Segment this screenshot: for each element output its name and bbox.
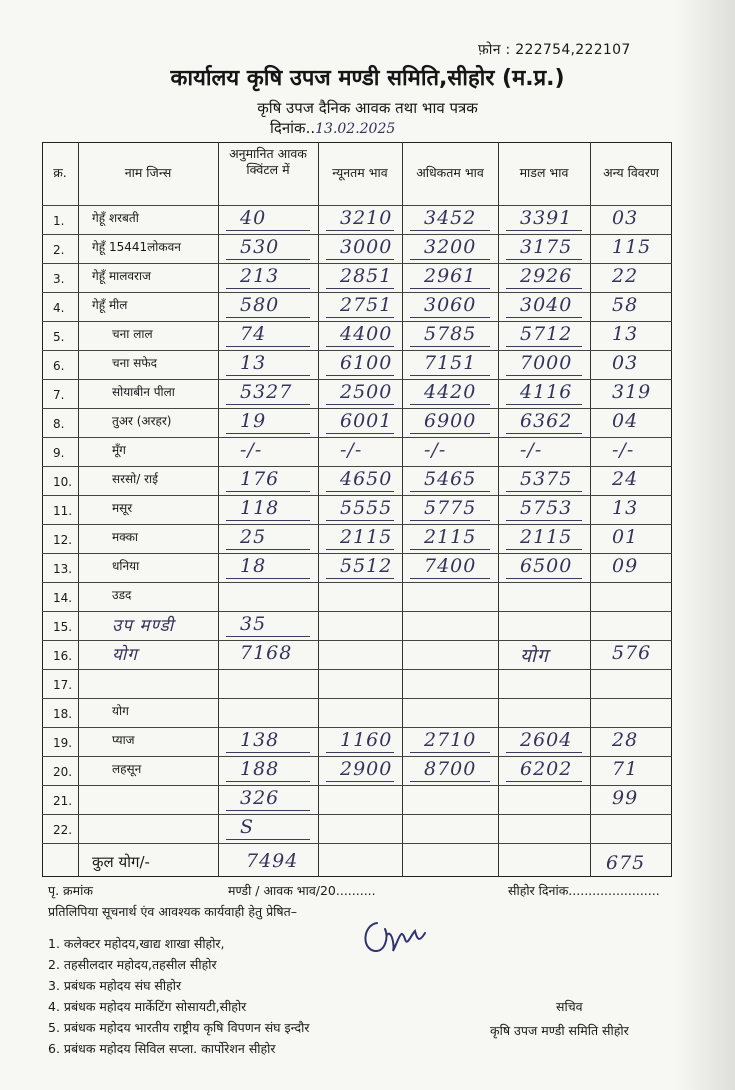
value-other: 58 — [612, 294, 639, 316]
value-underline — [506, 752, 582, 753]
value-underline — [226, 781, 310, 782]
value-model: 5712 — [520, 323, 573, 345]
value-underline — [226, 346, 310, 347]
value-underline — [506, 230, 582, 231]
row-number: 7. — [53, 388, 65, 402]
value-max: 7400 — [424, 555, 477, 577]
value-max: 7151 — [424, 352, 477, 374]
value-underline — [410, 288, 490, 289]
col-header-arrival: अनुमानित आवक क्विंटल में — [229, 146, 307, 177]
value-underline — [226, 520, 310, 521]
value-arrival: 18 — [240, 555, 267, 577]
value-model: -/- — [520, 439, 543, 461]
commodity-name: उप मण्डी — [112, 616, 175, 636]
value-arrival: 25 — [240, 526, 267, 548]
mandi-line: मण्डी / आवक भाव/20.......... — [228, 883, 376, 898]
value-underline — [410, 752, 490, 753]
value-underline — [226, 259, 310, 260]
value-max: 5465 — [424, 468, 477, 490]
commodity-name: चना सफेद — [112, 356, 157, 370]
value-underline — [506, 549, 582, 550]
row-number: 21. — [53, 794, 73, 808]
date-value: 13.02.2025 — [315, 121, 396, 137]
value-other: 03 — [612, 207, 639, 229]
commodity-name: मसूर — [112, 501, 133, 515]
row-number: 10. — [53, 475, 73, 489]
phone-numbers: फ़ोन : 222754,222107 — [478, 42, 631, 58]
row-divider — [42, 843, 672, 844]
row-number: 9. — [53, 446, 65, 460]
value-arrival: 7168 — [240, 642, 293, 664]
commodity-name: गेहूँ शरबती — [92, 211, 139, 225]
value-model: 2115 — [520, 526, 573, 548]
row-number: 12. — [53, 533, 73, 547]
value-arrival: 138 — [240, 729, 280, 751]
value-arrival: 213 — [240, 265, 280, 287]
value-underline — [326, 288, 394, 289]
value-underline — [506, 317, 582, 318]
value-max: 2961 — [424, 265, 477, 287]
value-underline — [410, 549, 490, 550]
recipient-item: 1. कलेक्टर महोदय,खाद्य शाखा सीहोर, — [48, 936, 225, 951]
col-header-other: अन्य विवरण — [603, 165, 659, 180]
value-underline — [226, 549, 310, 550]
commodity-name: धनिया — [112, 559, 140, 573]
recipient-item: 6. प्रबंधक महोदय सिविल सप्ला. कार्पोरेशन सीहोर — [48, 1041, 276, 1056]
value-underline — [226, 578, 310, 579]
value-min: 2751 — [340, 294, 393, 316]
commodity-name: योग — [112, 704, 129, 718]
commodity-name: सोयाबीन पीला — [112, 385, 175, 399]
value-model: 2926 — [520, 265, 573, 287]
value-max: 6900 — [424, 410, 477, 432]
col-header-sr: क्र. — [53, 165, 67, 180]
value-underline — [410, 317, 490, 318]
page-shadow — [675, 0, 735, 1090]
table-row — [42, 814, 672, 843]
value-other: -/- — [612, 439, 635, 461]
value-underline — [326, 781, 394, 782]
row-number: 4. — [53, 301, 65, 315]
row-number: 1. — [53, 214, 65, 228]
commodity-name: उडद — [112, 588, 132, 602]
value-other: 04 — [612, 410, 639, 432]
value-other: 03 — [612, 352, 639, 374]
row-number: 18. — [53, 707, 73, 721]
row-number: 11. — [53, 504, 73, 518]
value-arrival: 5327 — [240, 381, 293, 403]
value-min: 1160 — [340, 729, 393, 751]
value-min: -/- — [340, 439, 363, 461]
value-underline — [410, 230, 490, 231]
value-other: 13 — [612, 497, 639, 519]
value-max: 2115 — [424, 526, 477, 548]
table-row — [42, 698, 672, 727]
value-model: 2604 — [520, 729, 573, 751]
value-min: 3210 — [340, 207, 393, 229]
value-arrival: 35 — [240, 613, 267, 635]
value-underline — [226, 433, 310, 434]
value-model: 6362 — [520, 410, 573, 432]
row-number: 17. — [53, 678, 73, 692]
value-max: 3200 — [424, 236, 477, 258]
value-underline — [410, 520, 490, 521]
commodity-name: तुअर (अरहर) — [112, 414, 172, 428]
value-max: 8700 — [424, 758, 477, 780]
value-underline — [410, 375, 490, 376]
row-number: 13. — [53, 562, 73, 576]
value-underline — [226, 288, 310, 289]
commodity-name: गेहूँ 15441लोकवन — [92, 240, 181, 254]
value-underline — [410, 781, 490, 782]
value-arrival: 176 — [240, 468, 280, 490]
value-min: 2900 — [340, 758, 393, 780]
commodity-name: गेहूँ मालवराज — [92, 269, 151, 283]
value-underline — [326, 404, 394, 405]
value-min: 2115 — [340, 526, 393, 548]
value-arrival: 326 — [240, 787, 280, 809]
value-model: 7000 — [520, 352, 573, 374]
col-header-min: न्यूनतम भाव — [332, 165, 388, 180]
value-other: 71 — [612, 758, 639, 780]
value-max: 4420 — [424, 381, 477, 403]
value-underline — [506, 288, 582, 289]
row-number: 19. — [53, 736, 73, 750]
value-underline — [226, 636, 310, 637]
commodity-name: सरसो/ राई — [112, 472, 159, 486]
value-underline — [506, 375, 582, 376]
report-subtitle: कृषि उपज दैनिक आवक तथा भाव पत्रक — [257, 99, 478, 117]
value-arrival: 74 — [240, 323, 267, 345]
value-underline — [326, 578, 394, 579]
value-other: 13 — [612, 323, 639, 345]
value-other: 576 — [612, 642, 652, 664]
value-underline — [506, 781, 582, 782]
value-arrival: 13 — [240, 352, 267, 374]
value-underline — [410, 578, 490, 579]
ref-number: पृ. क्रमांक — [48, 883, 93, 898]
value-model: 6500 — [520, 555, 573, 577]
value-other: 115 — [612, 236, 652, 258]
value-underline — [326, 230, 394, 231]
value-other: 01 — [612, 526, 639, 548]
value-underline — [506, 433, 582, 434]
value-underline — [326, 491, 394, 492]
value-model: 3040 — [520, 294, 573, 316]
value-other: 319 — [612, 381, 652, 403]
value-max: 2710 — [424, 729, 477, 751]
recipient-item: 2. तहसीलदार महोदय,तहसील सीहोर — [48, 957, 217, 972]
value-max: 3452 — [424, 207, 477, 229]
value-underline — [506, 491, 582, 492]
value-arrival: 40 — [240, 207, 267, 229]
value-model: 4116 — [520, 381, 573, 403]
commodity-name: योग — [112, 645, 138, 665]
commodity-name: चना लाल — [112, 327, 153, 341]
value-model: योग — [520, 645, 549, 667]
value-min: 4400 — [340, 323, 393, 345]
total-other: 675 — [606, 852, 646, 874]
value-underline — [226, 230, 310, 231]
value-min: 3000 — [340, 236, 393, 258]
committee-label: कृषि उपज मण्डी समिति सीहोर — [490, 1023, 629, 1038]
office-title: कार्यालय कृषि उपज मण्डी समिति,सीहोर (म.प्र.) — [170, 66, 565, 91]
total-arrival: 7494 — [246, 850, 299, 872]
row-number: 22. — [53, 823, 73, 837]
value-underline — [326, 346, 394, 347]
value-max: 5785 — [424, 323, 477, 345]
value-arrival: S — [240, 816, 255, 838]
value-underline — [226, 839, 310, 840]
value-max: 3060 — [424, 294, 477, 316]
value-underline — [410, 491, 490, 492]
value-min: 2500 — [340, 381, 393, 403]
row-number: 14. — [53, 591, 73, 605]
copy-line: प्रतिलिपिया सूचनार्थ एंव आवश्यक कार्यवाही हेतु प्रेषित– — [48, 904, 298, 919]
value-arrival: 188 — [240, 758, 280, 780]
value-min: 6001 — [340, 410, 393, 432]
value-min: 5512 — [340, 555, 393, 577]
value-underline — [226, 404, 310, 405]
recipient-item: 4. प्रबंधक महोदय मार्केटिंग सोसायटी,सीहोर — [48, 999, 247, 1014]
row-number: 15. — [53, 620, 73, 634]
value-arrival: 580 — [240, 294, 280, 316]
commodity-name: गेहूँ मील — [92, 298, 128, 312]
sehore-date: सीहोर दिनांक....................... — [508, 883, 660, 898]
value-model: 5375 — [520, 468, 573, 490]
col-header-commodity: नाम जिन्स — [124, 165, 172, 180]
value-underline — [226, 375, 310, 376]
row-number: 3. — [53, 272, 65, 286]
value-other: 24 — [612, 468, 639, 490]
row-number: 16. — [53, 649, 73, 663]
value-underline — [410, 433, 490, 434]
value-underline — [506, 346, 582, 347]
value-underline — [410, 346, 490, 347]
value-model: 3175 — [520, 236, 573, 258]
value-underline — [326, 259, 394, 260]
row-number: 6. — [53, 359, 65, 373]
value-max: -/- — [424, 439, 447, 461]
value-underline — [226, 317, 310, 318]
value-underline — [410, 404, 490, 405]
value-min: 2851 — [340, 265, 393, 287]
value-other: 28 — [612, 729, 639, 751]
value-underline — [226, 810, 310, 811]
date-line — [270, 118, 395, 138]
value-model: 5753 — [520, 497, 573, 519]
value-other: 09 — [612, 555, 639, 577]
value-underline — [506, 578, 582, 579]
commodity-name: मक्का — [112, 530, 139, 544]
table-row — [42, 785, 672, 814]
date-label: दिनांक.. — [270, 119, 316, 137]
value-model: 6202 — [520, 758, 573, 780]
total-label: कुल योग/- — [92, 853, 150, 871]
commodity-name: लहसून — [112, 762, 142, 776]
value-min: 6100 — [340, 352, 393, 374]
value-underline — [326, 433, 394, 434]
value-underline — [326, 520, 394, 521]
commodity-name: मूँग — [112, 443, 126, 457]
table-row — [42, 582, 672, 611]
value-underline — [506, 520, 582, 521]
secretary-label: सचिव — [556, 999, 583, 1014]
recipient-item: 5. प्रबंधक महोदय भारतीय राष्ट्रीय कृषि विपणन संघ इन्दौर — [48, 1020, 310, 1035]
col-header-max: अधिकतम भाव — [416, 165, 484, 180]
row-number: 2. — [53, 243, 65, 257]
value-underline — [410, 259, 490, 260]
row-number: 8. — [53, 417, 65, 431]
recipient-item: 3. प्रबंधक महोदय संघ सीहोर — [48, 978, 182, 993]
value-arrival: 118 — [240, 497, 280, 519]
value-underline — [226, 491, 310, 492]
value-underline — [326, 317, 394, 318]
row-number: 20. — [53, 765, 73, 779]
value-other: 22 — [612, 265, 639, 287]
value-arrival: -/- — [240, 439, 263, 461]
value-underline — [326, 375, 394, 376]
row-number: 5. — [53, 330, 65, 344]
value-underline — [326, 549, 394, 550]
value-min: 5555 — [340, 497, 393, 519]
col-header-model: माडल भाव — [519, 165, 569, 180]
value-underline — [506, 259, 582, 260]
value-other: 99 — [612, 787, 639, 809]
value-underline — [326, 752, 394, 753]
value-arrival: 19 — [240, 410, 267, 432]
value-max: 5775 — [424, 497, 477, 519]
value-underline — [506, 404, 582, 405]
value-model: 3391 — [520, 207, 573, 229]
signature — [355, 905, 435, 965]
value-min: 4650 — [340, 468, 393, 490]
value-arrival: 530 — [240, 236, 280, 258]
value-underline — [226, 752, 310, 753]
table-row — [42, 669, 672, 698]
commodity-name: प्याज — [112, 733, 135, 747]
